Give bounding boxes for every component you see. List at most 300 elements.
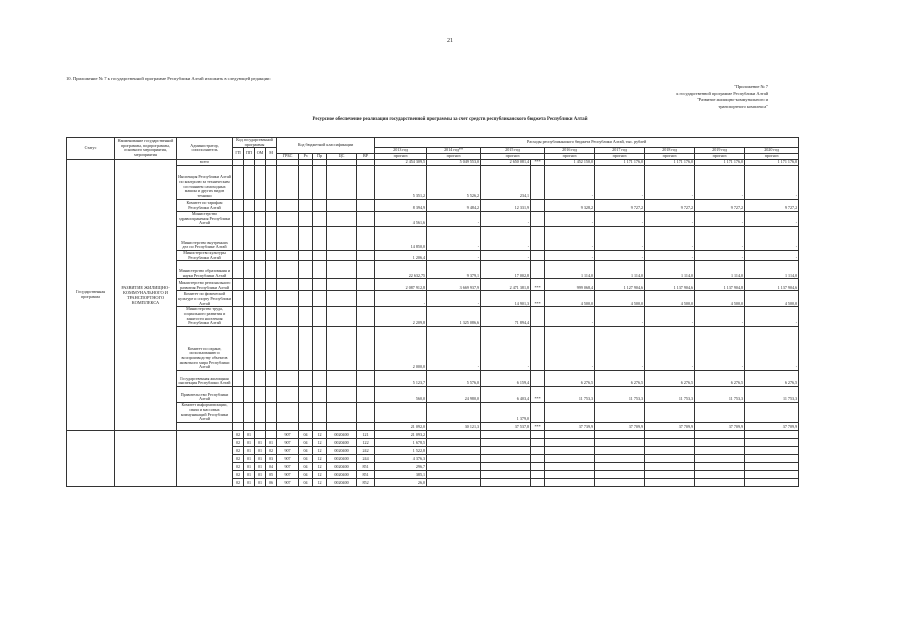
value-cell: - [645, 165, 695, 199]
value-cell: 1 379,0 [481, 403, 531, 423]
footnote-mark-cell [531, 327, 545, 371]
empty-cell [427, 471, 481, 479]
code-cell [313, 423, 327, 431]
code-cell [244, 226, 255, 250]
code-cell [255, 199, 266, 211]
admin-cell: Министерство труда, социального развития и занятости населения Республики Алтай [177, 307, 233, 327]
footnote-mark-cell [531, 199, 545, 211]
footnote-mark-cell [531, 250, 545, 260]
value-cell [427, 403, 481, 423]
code-m-cell: 04 [266, 463, 277, 471]
empty-cell [745, 431, 799, 439]
value-cell: 1 678,5 [375, 439, 427, 447]
table-row [67, 211, 799, 226]
value-cell: 2 209,8 [375, 307, 427, 327]
value-cell: - [595, 211, 645, 226]
code-cell [313, 250, 327, 260]
empty-cell [531, 471, 545, 479]
value-cell: - [745, 307, 799, 327]
value-cell: - [481, 211, 531, 226]
code-cell [327, 371, 357, 387]
value-cell: 6 159,4 [481, 371, 531, 387]
empty-cell [645, 471, 695, 479]
code-vr-cell: 852 [357, 479, 375, 487]
header-sub: прогноз [427, 154, 481, 160]
admin-cell: Министерство образования и науки Республики Алтай [177, 261, 233, 279]
code-cell [299, 291, 313, 307]
empty-cell [427, 431, 481, 439]
value-cell: 1 137 904,6 [645, 279, 695, 291]
code-cell [255, 327, 266, 371]
code-cell [357, 279, 375, 291]
value-cell: - [481, 250, 531, 260]
empty-cell [531, 447, 545, 455]
code-cell [255, 387, 266, 403]
empty-cell [545, 479, 595, 487]
value-cell: 4 500,0 [645, 291, 695, 307]
value-cell: 5 576,0 [427, 371, 481, 387]
value-cell: 1 114,0 [695, 261, 745, 279]
code-om-cell [255, 431, 266, 439]
appendix-line: к государственной программе Республики Алтай [676, 90, 768, 96]
empty-cell [531, 463, 545, 471]
code-cs-cell: 0020400 [327, 439, 357, 447]
header-sub: прогноз [645, 154, 695, 160]
header-pr: Пр [313, 154, 327, 160]
code-cell [233, 291, 244, 307]
value-cell: - [645, 250, 695, 260]
code-gp-cell: 02 [233, 455, 244, 463]
value-cell: 1 114,0 [545, 261, 595, 279]
code-pp-cell: 01 [244, 479, 255, 487]
value-cell: - [745, 165, 799, 199]
code-cell [277, 387, 299, 403]
value-cell: 1 114,0 [595, 261, 645, 279]
code-cell [255, 307, 266, 327]
code-gp-cell: 02 [233, 479, 244, 487]
code-cell [233, 423, 244, 431]
appendix-line: "Развитие жилищно-коммунального и [696, 97, 768, 103]
table-row [67, 371, 799, 387]
empty-cell [595, 463, 645, 471]
value-cell: - [481, 327, 531, 371]
header-year: 2013 год [375, 148, 427, 154]
code-pr-cell: 12 [313, 479, 327, 487]
value-cell: 11 753,3 [545, 387, 595, 403]
code-cell [233, 226, 244, 250]
value-cell: 11 753,3 [595, 387, 645, 403]
code-cell [277, 423, 299, 431]
value-cell: 1 127 904,6 [595, 279, 645, 291]
value-cell [645, 403, 695, 423]
value-cell: 6 276,5 [545, 371, 595, 387]
appendix-line: транспортного комплекса" [718, 103, 768, 109]
code-cell [255, 211, 266, 226]
status-cell: Государственная программа [67, 159, 115, 430]
code-gp-cell: 02 [233, 439, 244, 447]
admin-cell: Комитет по тарифам Республики Алтай [177, 199, 233, 211]
value-cell: - [745, 327, 799, 371]
code-cell [255, 165, 266, 199]
code-rz-cell: 04 [299, 447, 313, 455]
value-cell: 2 087 912,8 [375, 279, 427, 291]
value-cell: 1 171 176,0 [695, 159, 745, 165]
empty-cell [545, 463, 595, 471]
code-m-cell: 06 [266, 479, 277, 487]
code-cell [277, 279, 299, 291]
footnote-mark-cell: *** [531, 387, 545, 403]
code-cs-cell: 0020400 [327, 479, 357, 487]
code-cell [299, 423, 313, 431]
code-pp-cell: 01 [244, 447, 255, 455]
empty-cell [695, 471, 745, 479]
empty-cell [645, 447, 695, 455]
empty-cell [745, 471, 799, 479]
code-cell [277, 261, 299, 279]
table-row [67, 226, 799, 250]
header-sub: прогноз [595, 154, 645, 160]
value-cell: 5 351,2 [375, 165, 427, 199]
code-om-cell: 01 [255, 471, 266, 479]
value-cell: 26,0 [375, 479, 427, 487]
code-cell [313, 199, 327, 211]
value-cell: - [427, 327, 481, 371]
code-grbs-cell: 907 [277, 439, 299, 447]
code-cell [327, 165, 357, 199]
code-cs-cell: 0020400 [327, 463, 357, 471]
empty-cell [545, 431, 595, 439]
code-cell [266, 403, 277, 423]
code-cell [299, 279, 313, 291]
value-cell [545, 403, 595, 423]
value-cell [745, 403, 799, 423]
table-row [67, 307, 799, 327]
admin-cell: Министерство культуры Республики Алтай [177, 250, 233, 260]
table-row [67, 261, 799, 279]
admin-cell: Министерство здравоохранения Республики Алтай [177, 211, 233, 226]
empty-cell [745, 463, 799, 471]
code-om-cell: 01 [255, 479, 266, 487]
code-grbs-cell: 907 [277, 479, 299, 487]
empty-cell [427, 455, 481, 463]
value-cell: - [695, 165, 745, 199]
header-admin: Администратор, соисполнитель [177, 138, 233, 160]
code-cell [244, 261, 255, 279]
header-year: 2016 год [545, 148, 595, 154]
code-cell [244, 327, 255, 371]
empty-cell [545, 447, 595, 455]
code-cell [357, 307, 375, 327]
table-row [67, 199, 799, 211]
value-cell: - [745, 211, 799, 226]
value-cell: - [427, 291, 481, 307]
value-cell: 24 980,0 [427, 387, 481, 403]
empty-cell [177, 431, 233, 487]
header-gp: ГП [233, 148, 244, 159]
code-cell [233, 327, 244, 371]
value-cell: 21 092,0 [375, 423, 427, 431]
admin-cell: Министерство регионального развития Республики Алтай [177, 279, 233, 291]
code-cell [299, 387, 313, 403]
header-grbs: ГРБС [277, 154, 299, 160]
footnote-mark-cell [531, 165, 545, 199]
code-rz-cell: 04 [299, 463, 313, 471]
code-cell [233, 279, 244, 291]
code-m-cell: 03 [266, 455, 277, 463]
value-cell: 21 093,2 [375, 431, 427, 439]
code-m-cell: 01 [266, 439, 277, 447]
code-cell [313, 307, 327, 327]
empty-cell [645, 455, 695, 463]
footnote-mark-cell: *** [531, 279, 545, 291]
header-sub: прогноз [481, 154, 545, 160]
value-cell: 1 452 150,0 [545, 159, 595, 165]
code-cell [233, 371, 244, 387]
value-cell: 4 561,6 [375, 211, 427, 226]
header-sub: прогноз [745, 154, 799, 160]
code-cell [244, 250, 255, 260]
empty-cell [481, 431, 531, 439]
value-cell: 71 894,4 [481, 307, 531, 327]
value-cell: - [481, 226, 531, 250]
code-gp-cell: 02 [233, 463, 244, 471]
code-cell [299, 211, 313, 226]
code-grbs-cell: 907 [277, 455, 299, 463]
code-cell [299, 250, 313, 260]
code-cell [233, 250, 244, 260]
code-cell [313, 291, 327, 307]
empty-cell [427, 439, 481, 447]
code-cell [266, 261, 277, 279]
code-pr-cell: 12 [313, 471, 327, 479]
value-cell: - [745, 250, 799, 260]
code-cell [313, 165, 327, 199]
empty-cell [745, 447, 799, 455]
empty-cell [595, 447, 645, 455]
code-cell [255, 226, 266, 250]
code-cell [313, 211, 327, 226]
empty-cell [545, 471, 595, 479]
header-year: 2015 год [481, 148, 545, 154]
code-cell [266, 291, 277, 307]
table-row [67, 423, 799, 431]
header-pp: ПП [244, 148, 255, 159]
value-cell: - [427, 250, 481, 260]
empty-cell [427, 463, 481, 471]
code-cell [277, 327, 299, 371]
program-name-cell: РАЗВИТИЕ ЖИЛИЩНО-КОММУНАЛЬНОГО И ТРАНСПОРТНОГО КОМПЛЕКСА [115, 159, 177, 430]
value-cell: 37 709,9 [595, 423, 645, 431]
code-pp-cell: 01 [244, 455, 255, 463]
value-cell: 1 171 176,0 [745, 159, 799, 165]
code-pr-cell: 12 [313, 463, 327, 471]
code-cell [327, 423, 357, 431]
value-cell: 12 331,9 [481, 199, 531, 211]
empty-cell [481, 479, 531, 487]
value-cell: 9 727,2 [695, 199, 745, 211]
code-cell [244, 403, 255, 423]
empty-cell [481, 463, 531, 471]
value-cell: 4 500,0 [745, 291, 799, 307]
empty-cell [531, 455, 545, 463]
value-cell: - [695, 226, 745, 250]
empty-cell [67, 431, 115, 487]
empty-cell [531, 479, 545, 487]
code-cell [266, 327, 277, 371]
footnote-mark-cell: *** [531, 423, 545, 431]
code-cell [266, 211, 277, 226]
value-cell: 1 522,8 [375, 447, 427, 455]
empty-cell [745, 455, 799, 463]
code-gp-cell: 02 [233, 447, 244, 455]
value-cell: 37 739,9 [545, 423, 595, 431]
resource-table [66, 137, 799, 487]
value-cell: - [695, 211, 745, 226]
value-cell: 4 500,0 [595, 291, 645, 307]
value-cell: 560,0 [375, 387, 427, 403]
code-pr-cell: 12 [313, 447, 327, 455]
code-cell [255, 250, 266, 260]
code-cell [244, 387, 255, 403]
footnote-mark-cell [531, 403, 545, 423]
value-cell: 999 068,4 [545, 279, 595, 291]
value-cell: 6 403,4 [481, 387, 531, 403]
code-om-cell: 01 [255, 463, 266, 471]
footnote-mark-cell [531, 226, 545, 250]
code-cell [299, 199, 313, 211]
admin-cell: Правительство Республики Алтай [177, 387, 233, 403]
code-cell [357, 261, 375, 279]
amendment-item-text: 10. Приложение № 7 к государственной программе Республики Алтай изложить в следующей редакции: [66, 76, 271, 81]
code-grbs-cell: 907 [277, 431, 299, 439]
code-cs-cell: 0020400 [327, 447, 357, 455]
admin-cell [177, 423, 233, 431]
code-cell [277, 211, 299, 226]
footnote-mark-cell [531, 371, 545, 387]
code-gp-cell: 02 [233, 471, 244, 479]
value-cell: 2 650 081,4 [481, 159, 531, 165]
code-cell [327, 387, 357, 403]
header-om: ОМ [255, 148, 266, 159]
code-cs-cell: 0020400 [327, 471, 357, 479]
value-cell: - [645, 307, 695, 327]
value-cell: 9 727,2 [745, 199, 799, 211]
empty-cell [695, 479, 745, 487]
code-pp-cell: 01 [244, 431, 255, 439]
value-cell: - [645, 327, 695, 371]
empty-cell [645, 479, 695, 487]
code-cell [357, 423, 375, 431]
value-cell: 2 471 381,8 [481, 279, 531, 291]
admin-cell: Министерство внутренних дел по Республике Алтай [177, 226, 233, 250]
value-cell: 1 171 176,0 [595, 159, 645, 165]
empty-cell [531, 431, 545, 439]
code-pr-cell: 12 [313, 439, 327, 447]
admin-cell: Комитет по физической культуре и спорту Республики Алтай [178, 291, 231, 306]
code-cell [244, 291, 255, 307]
code-cell [357, 211, 375, 226]
code-rz-cell: 04 [299, 431, 313, 439]
value-cell: 9 328,2 [545, 199, 595, 211]
header-year: 2014 год** [427, 148, 481, 154]
code-cell [266, 423, 277, 431]
empty-cell [115, 431, 177, 487]
code-cell [266, 307, 277, 327]
code-cell [313, 261, 327, 279]
code-cell [233, 261, 244, 279]
header-cs: ЦС [327, 154, 357, 160]
value-cell: 6 276,5 [595, 371, 645, 387]
code-vr-cell: 121 [357, 431, 375, 439]
code-cell [327, 327, 357, 371]
code-cell [357, 291, 375, 307]
value-cell: 1 325 086,6 [427, 307, 481, 327]
value-cell: 4 376,3 [375, 455, 427, 463]
code-cell [277, 291, 299, 307]
code-cell [244, 307, 255, 327]
code-grbs-cell: 907 [277, 447, 299, 455]
table-row [67, 291, 799, 307]
value-cell: 9 379,1 [427, 261, 481, 279]
code-cell [357, 199, 375, 211]
code-cell [255, 279, 266, 291]
empty-cell [695, 431, 745, 439]
value-cell: 1 137 904,8 [695, 279, 745, 291]
header-rz: Рз [299, 154, 313, 160]
table-row [67, 250, 799, 260]
header-sub: прогноз [375, 154, 427, 160]
value-cell: 234,1 [481, 165, 531, 199]
code-m-cell: 05 [266, 471, 277, 479]
empty-cell [427, 479, 481, 487]
value-cell: 5 123,7 [375, 371, 427, 387]
code-cell [299, 327, 313, 371]
value-cell: 17 002,8 [481, 261, 531, 279]
empty-cell [595, 479, 645, 487]
value-cell [695, 403, 745, 423]
code-pp-cell: 01 [244, 463, 255, 471]
code-cell [313, 279, 327, 291]
empty-cell [695, 463, 745, 471]
empty-cell [695, 447, 745, 455]
code-pr-cell: 12 [313, 455, 327, 463]
value-cell: 9 727,2 [595, 199, 645, 211]
code-cell [357, 165, 375, 199]
table-row [67, 327, 799, 371]
code-cell [357, 387, 375, 403]
empty-cell [427, 447, 481, 455]
value-cell: 1 114,0 [645, 261, 695, 279]
code-cell [299, 371, 313, 387]
code-cs-cell: 0020400 [327, 431, 357, 439]
admin-cell: Комитет по охране, использованию и воспроизводству объектов животного мира Республики Алтай [177, 327, 233, 371]
code-grbs-cell: 907 [277, 463, 299, 471]
code-cell [313, 226, 327, 250]
header-expenses: Расходы республиканского бюджета Республики Алтай, тыс. рублей [375, 138, 799, 148]
admin-cell: Государственная жилищная инспекция Республики Алтай [177, 371, 233, 387]
empty-cell [595, 431, 645, 439]
code-cell [233, 403, 244, 423]
code-cell [357, 371, 375, 387]
header-budget-code: Код бюджетной классификации [277, 138, 375, 154]
code-cell [327, 226, 357, 250]
code-cell [233, 199, 244, 211]
code-cell [313, 371, 327, 387]
value-cell [375, 403, 427, 423]
code-cell [327, 250, 357, 260]
header-sub: прогноз [545, 154, 595, 160]
value-cell: 2 454 309,5 [375, 159, 427, 165]
